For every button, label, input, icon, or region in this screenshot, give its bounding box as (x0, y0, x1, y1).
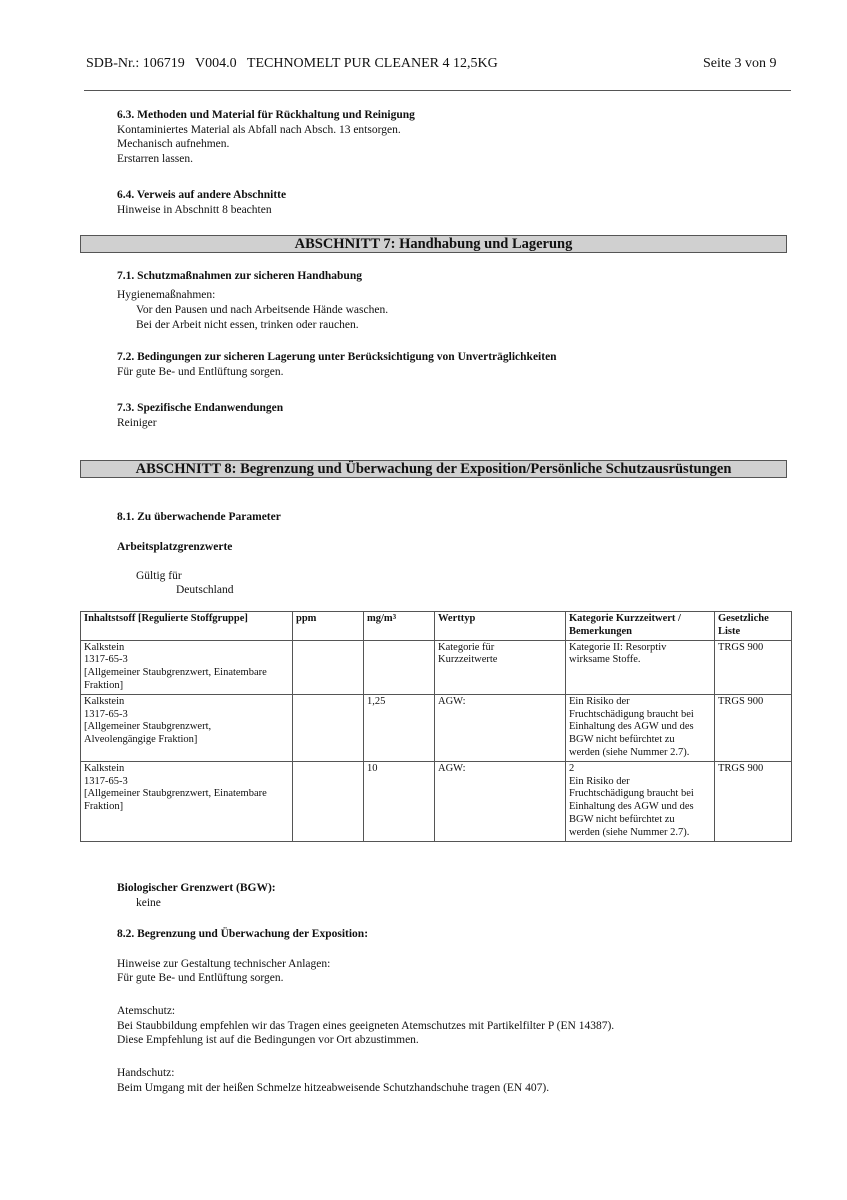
section-6-3-line: Mechanisch aufnehmen. (117, 138, 230, 150)
section-7-2-title: 7.2. Bedingungen zur sicheren Lagerung unter Berücksichtigung von Unverträglichkeiten (117, 351, 557, 363)
header-mg-m3-superscript: 3 (392, 613, 397, 621)
cell-legal-list: TRGS 900 (715, 694, 792, 761)
table-row (81, 761, 792, 841)
header-mg-m3: $mg/m^3$ (364, 612, 435, 641)
section-6-4-line: Hinweise in Abschnitt 8 beachten (117, 204, 272, 216)
cell-ppm (293, 761, 364, 841)
header-value-type: Werttyp (435, 612, 566, 641)
respiratory-protection-line: Diese Empfehlung ist auf die Bedingungen vor Ort abzustimmen. (117, 1034, 419, 1046)
section-6-3-line: Kontaminiertes Material als Abfall nach Absch. 13 entsorgen. (117, 124, 401, 136)
section-7-3-line: Reiniger (117, 417, 157, 429)
valid-for-label: Gültig für (136, 570, 182, 582)
cell-legal-list: TRGS 900 (715, 761, 792, 841)
cell-category: 2 Ein Risiko der Fruchtschädigung braucht bei Einhaltung des AGW und des BGW nicht befürchtet zu werden (siehe Nummer 2.7). (566, 761, 715, 841)
header-category: Kategorie Kurzzeitwert / Bemerkungen (566, 612, 715, 641)
cell-mg-m3 (364, 640, 435, 694)
cell-substance: Kalkstein 1317-65-3 [Allgemeiner Staubgrenzwert, Einatembare Fraktion] (81, 761, 293, 841)
section-6-3-title: 6.3. Methoden und Material für Rückhaltung und Reinigung (117, 109, 415, 121)
hand-protection-line: Beim Umgang mit der heißen Schmelze hitzeabweisende Schutzhandschuhe tragen (EN 407). (117, 1082, 550, 1094)
cell-value-type: Kategorie für Kurzzeitwerte (435, 640, 566, 694)
technical-facilities-line: Für gute Be- und Entlüftung sorgen. (117, 972, 284, 984)
cell-ppm (293, 640, 364, 694)
cell-category: Ein Risiko der Fruchtschädigung braucht bei Einhaltung des AGW und des BGW nicht befürchtet zu werden (siehe Nummer 2.7). (566, 694, 715, 761)
header-page-number: Seite 3 von 9 (703, 56, 777, 71)
cell-mg-m3: 1,25 (364, 694, 435, 761)
cell-category: Kategorie II: Resorptiv wirksame Stoffe. (566, 640, 715, 694)
header-substance: Inhaltstsoff [Regulierte Stoffgruppe] (81, 612, 293, 641)
cell-value-type: AGW: (435, 694, 566, 761)
bgw-title: Biologischer Grenzwert (BGW): (117, 882, 276, 894)
hygiene-label: Hygienemaßnahmen: (117, 289, 216, 301)
respiratory-protection-label: Atemschutz: (117, 1005, 176, 1017)
valid-for-country: Deutschland (176, 584, 234, 596)
hygiene-line: Vor den Pausen und nach Arbeitsende Hände waschen. (136, 304, 389, 316)
technical-facilities-label: Hinweise zur Gestaltung technischer Anlagen: (117, 958, 331, 970)
hygiene-line: Bei der Arbeit nicht essen, trinken oder rauchen. (136, 319, 359, 331)
cell-substance: Kalkstein 1317-65-3 [Allgemeiner Staubgrenzwert, Alveolengängige Fraktion] (81, 694, 293, 761)
section-6-4-title: 6.4. Verweis auf andere Abschnitte (117, 189, 287, 201)
section-6-3-line: Erstarren lassen. (117, 153, 193, 165)
cell-substance: Kalkstein 1317-65-3 [Allgemeiner Staubgrenzwert, Einatembare Fraktion] (81, 640, 293, 694)
header-legal-list: Gesetzliche Liste (715, 612, 792, 641)
bgw-value: keine (136, 897, 161, 909)
header-ppm: ppm (293, 612, 364, 641)
respiratory-protection-line: Bei Staubbildung empfehlen wir das Tragen eines geeigneten Atemschutzes mit Partikelfilter P (EN 14387). (117, 1020, 615, 1032)
cell-legal-list: TRGS 900 (715, 640, 792, 694)
section-7-heading: ABSCHNITT 7: Handhabung und Lagerung (80, 235, 787, 253)
table-row (81, 694, 792, 761)
section-8-2-title: 8.2. Begrenzung und Überwachung der Exposition: (117, 928, 369, 940)
header-document-info: SDB-Nr.: 106719 V004.0 TECHNOMELT PUR CLEANER 4 12,5KG (86, 56, 498, 71)
section-8-heading: ABSCHNITT 8: Begrenzung und Überwachung der Exposition/Persönliche Schutzausrüstungen (80, 460, 787, 478)
table-header-row (81, 612, 792, 641)
hand-protection-label: Handschutz: (117, 1067, 175, 1079)
cell-value-type: AGW: (435, 761, 566, 841)
section-7-2-line: Für gute Be- und Entlüftung sorgen. (117, 366, 284, 378)
header-divider (84, 90, 791, 91)
cell-ppm (293, 694, 364, 761)
section-7-1-title: 7.1. Schutzmaßnahmen zur sicheren Handhabung (117, 270, 362, 282)
section-7-3-title: 7.3. Spezifische Endanwendungen (117, 402, 284, 414)
exposure-limits-table (80, 611, 792, 842)
cell-mg-m3: 10 (364, 761, 435, 841)
section-8-1-title: 8.1. Zu überwachende Parameter (117, 511, 281, 523)
table-row (81, 640, 792, 694)
workplace-limits-subtitle: Arbeitsplatzgrenzwerte (117, 541, 233, 553)
